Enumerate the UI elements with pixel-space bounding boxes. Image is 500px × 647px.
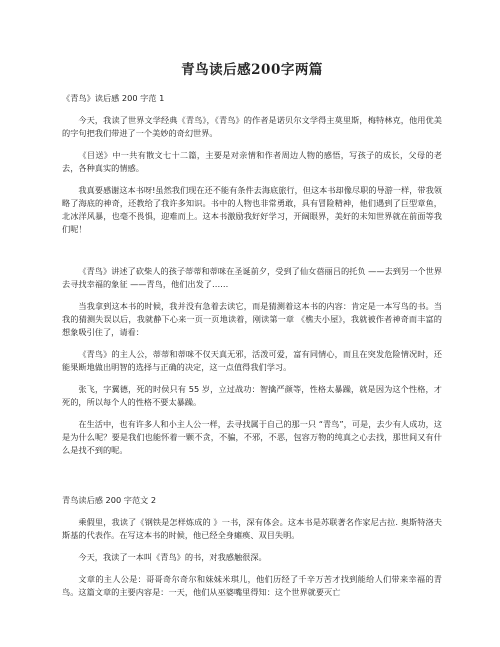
section-1-paragraph: 在生活中，也有许多人和小主人公一样，去寻找属于自己的那一只 “青鸟”，可是，去少有人成功，这是为什么呢？要是我们也能怀着一颗不贪，不骗，不邪，不恶，包容万物的纯真之心去找，那世间又有什么是找不到的呢。 — [62, 419, 442, 455]
section-1-paragraph: 我真要感谢这本书呀!虽然我们现在还不能有条件去海底旅行，但这本书却像尽职的导游一样，带我领略了海底的神奇，还教给了我许多知识。书中的人物也非常勇敢，具有冒险精神，他们遇到了巨型章鱼，北冰洋风暴，也毫不畏惧，迎难而上。这本书激励我好好学习，开阔眼界，美好的未知世界就在前面等我们呢！ — [62, 185, 442, 234]
section-1-paragraph: 当我拿到这本书的时候，我并没有急着去读它，而是猜测着这本书的内容：肯定是一本写鸟的书。当我的猜测失误以后，我就静下心来一页一页地读着，刚读第一章 《樵夫小屋》，我就被作者神奇而丰富的想象吸引住了，请看： — [62, 301, 442, 337]
section-1-paragraph: 《目送》中一共有散文七十二篇，主要是对亲情和作者周边人物的感悟，写孩子的成长，父母的老去，各种真实的情感。 — [62, 150, 442, 173]
section-1-paragraph: 《青鸟》的主人公，蒂蒂和蒂咪不仅天真无邪，活泼可爱，富有同情心，而且在突发危险情况时，还能果断地做出明智的选择与正确的决定，这一点值得我们学习。 — [62, 349, 442, 372]
document-title: 青鸟读后感200字两篇 — [181, 62, 323, 78]
section-1-paragraph: 今天，我读了世界文学经典《青鸟》，《青鸟》的作者是诺贝尔文学得主莫里斯，梅特林克，他用优美的字句把我们带进了一个美妙的奇幻世界。 — [62, 115, 442, 138]
section-2-paragraph: 文章的主人公是：哥哥奇尔奇尔和妹妹米琪儿，他们历经了千辛万苦才找到能给人们带来幸福的青鸟。这篇文章的主要内容是：一天，他们从巫婆嘴里得知：这个世界就要灭亡 — [62, 574, 442, 597]
section-1-heading: 《青鸟》读后感 200 字范 1 — [62, 93, 165, 103]
section-2-heading: 青鸟读后感 200 字范文 2 — [62, 495, 157, 505]
section-2-paragraph: 乘假里，我读了《钢铁是怎样炼成的 》一书，深有体会。这本书是苏联著名作家尼古拉. 奥斯特洛夫斯基的代表作。在写这本书的时候，他已经全身瘫痪、双目失明。 — [62, 517, 442, 540]
section-1-paragraph: 张飞，字翼德，死的时侯只有 55 岁，立过战功：智擒严颜等，性格太暴躁，就是因为这个性格，才死的，所以每个人的性格不要太暴躁。 — [62, 384, 442, 407]
section-1-intro-paragraph: 《青鸟》讲述了砍柴人的孩子蒂蒂和蒂咪在圣诞前夕，受到了仙女蓓丽吕的托负 ——去到另一个世界去寻找幸福的象征 ——青鸟，他们出发了…… — [62, 266, 442, 289]
section-2-paragraph: 今天，我读了一本叫《青鸟》的书，对我感触很深。 — [78, 552, 267, 562]
